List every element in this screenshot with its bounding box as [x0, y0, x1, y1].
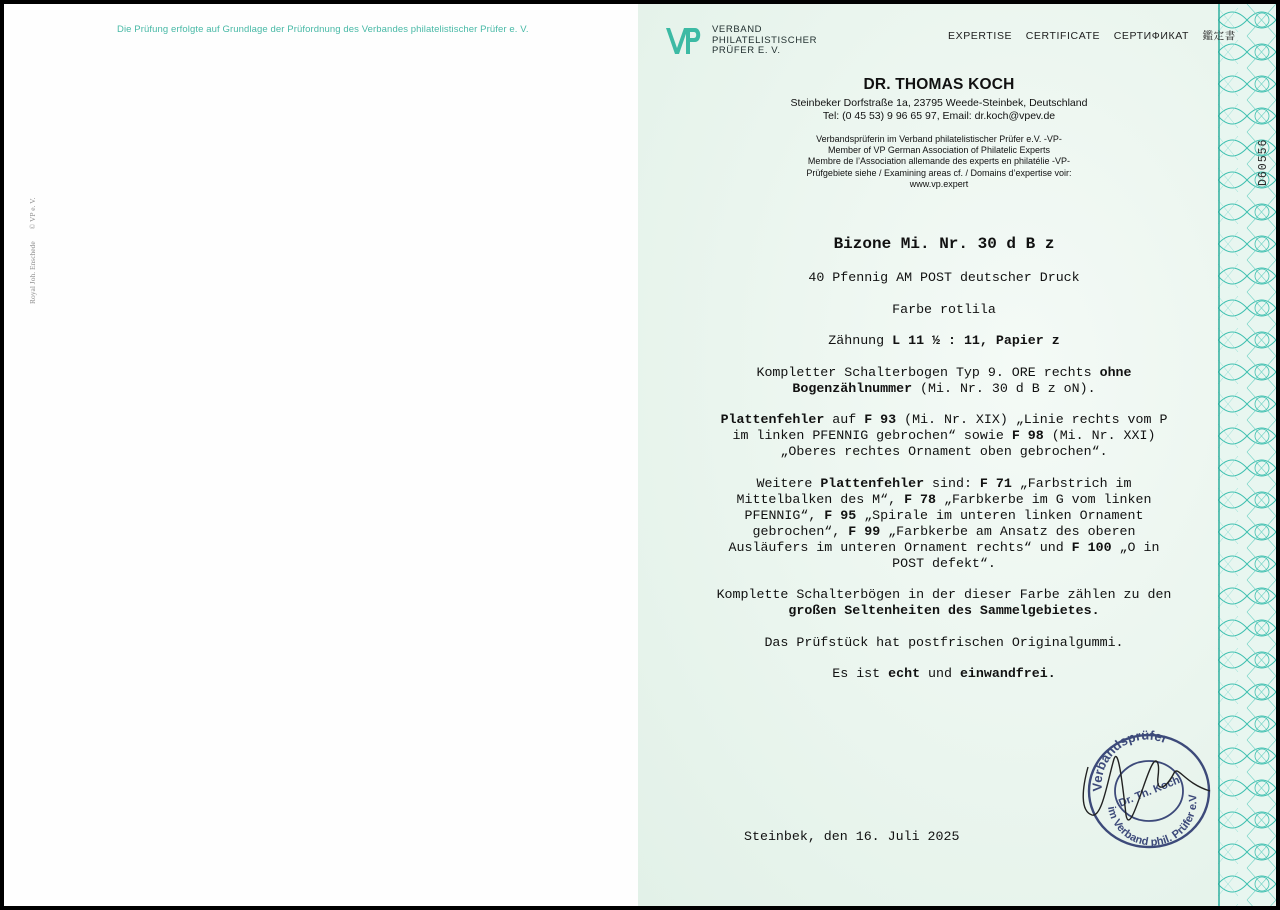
further-bold-6: F 100: [1071, 539, 1112, 555]
further-bold-3: F 78: [904, 491, 937, 507]
stamp-color: Farbe rotlila: [892, 301, 996, 317]
expert-header: [704, 76, 1174, 190]
rarity-paragraph: [714, 587, 1174, 619]
verdict-text-1: Es ist: [832, 666, 889, 681]
expert-contact: Tel: (0 45 53) 9 96 65 97, Email: dr.koch@vpev.de: [822, 110, 1056, 122]
membership-line-3: Membre de l’Association allemande des experts en philatélie -VP-: [807, 156, 1071, 167]
rarity-bold-1: großen Seltenheiten des Sammelgebietes.: [788, 603, 1100, 618]
expert-seal-stamp: [1074, 719, 1214, 854]
sheet-description: [714, 365, 1174, 397]
logo-line-3: PRÜFER E. V.: [712, 45, 781, 57]
printer-name: Royal Joh. Enschede: [28, 241, 37, 304]
further-text-3: „Farbstrich im Mittelbalken des M“,: [736, 475, 1132, 507]
sheet-bold-1: ohne Bogenzählnummer: [792, 364, 1132, 396]
word-expertise: EXPERTISE: [948, 30, 1013, 42]
further-text-6: „Farbkerbe am Ansatz des oberen Ausläufers im unteren Ornament rechts“ und: [728, 523, 1136, 555]
rarity-text-1: Komplette Schalterbögen in der dieser Farbe zählen zu den: [716, 587, 1172, 602]
membership-line-2: Member of VP German Association of Philatelic Experts: [828, 145, 1050, 156]
stamp-catalogue-title: Bizone Mi. Nr. 30 d B z: [833, 235, 1055, 253]
vp-logo: [664, 24, 817, 58]
certificate-serial-number: D60556: [1257, 138, 1270, 186]
printer-imprint: [28, 188, 37, 304]
place-and-date: Steinbek, den 16. Juli 2025: [744, 829, 960, 844]
left-page-blank: [4, 4, 638, 906]
stamp-description: 40 Pfennig AM POST deutscher Druck: [808, 270, 1080, 285]
plate-faults-text-3: (Mi. Nr. XXI) „Oberes rechtes Ornament oben gebrochen“.: [780, 428, 1156, 459]
expert-name: DR. THOMAS KOCH: [863, 76, 1015, 93]
expert-membership: [704, 134, 1174, 190]
membership-line-1: Verbandsprüferin im Verband philatelistischer Prüfer e.V. -VP-: [816, 134, 1062, 144]
further-bold-5: F 99: [848, 523, 881, 539]
word-certificate: CERTIFICATE: [1025, 30, 1101, 42]
expert-address-block: [704, 97, 1174, 123]
verdict-bold-1: echt: [888, 666, 921, 681]
certificate-document: [4, 4, 1276, 906]
sheet-text-1: Kompletter Schalterbogen Typ 9. ORE rechts: [756, 364, 1100, 380]
verdict-text-2: und: [920, 666, 960, 681]
verdict-statement: [714, 666, 1174, 682]
plate-faults-paragraph: [714, 412, 1174, 460]
plate-faults-bold-1: Plattenfehler: [720, 412, 825, 427]
examination-rules-note: Die Prüfung erfolgte auf Grundlage der Prüfordnung des Verbandes philatelistischer Prüfer e. V.: [117, 24, 529, 35]
further-bold-2: F 71: [979, 475, 1012, 491]
word-kanteisho: 鑑定書: [1202, 30, 1236, 42]
copyright-note: © VP e. V.: [28, 197, 37, 230]
perforation-line: [714, 333, 1174, 349]
certificate-body: [714, 236, 1174, 698]
word-sertifikat: СЕРТИФИКАТ: [1113, 30, 1190, 42]
stamp-outer-top-text: Verbandsprüfer: [1089, 727, 1170, 792]
further-bold-1: Plattenfehler: [820, 475, 925, 491]
plate-faults-bold-2: F 93: [864, 412, 897, 427]
further-text-7: „O in POST defekt“.: [892, 539, 1160, 571]
further-bold-4: F 95: [824, 507, 857, 523]
further-text-4: „Farbkerbe im G vom linken PFENNIG“,: [744, 491, 1152, 523]
stamp-outer-bottom-text: im Verband phil. Prüfer e.V: [1105, 794, 1200, 849]
logo-line-1: VERBAND: [712, 24, 763, 36]
further-text-2: sind:: [924, 475, 980, 491]
further-faults-paragraph: [714, 476, 1174, 572]
sheet-text-2: (Mi. Nr. 30 d B z oN).: [912, 380, 1096, 396]
expert-address: Steinbeker Dorfstraße 1a, 23795 Weede-Steinbek, Deutschland: [790, 97, 1088, 109]
plate-faults-bold-3: F 98: [1011, 428, 1044, 443]
vp-logo-icon: [664, 24, 704, 58]
membership-website: www.vp.expert: [909, 178, 969, 189]
plate-faults-text-2: (Mi. Nr. XIX) „Linie rechts vom P im linken PFENNIG gebrochen“ sowie: [732, 412, 1168, 443]
stamp-center-text: Dr. Th. Koch: [1117, 774, 1182, 810]
perforation-value: L 11 ½ : 11, Papier z: [892, 333, 1060, 348]
further-text-1: Weitere: [756, 475, 821, 491]
logo-line-2: PHILATELISTISCHER: [712, 34, 818, 46]
membership-line-4: Prüfgebiete siehe / Examining areas cf. / Domains d’expertise voir:: [806, 167, 1072, 178]
perforation-label: Zähnung: [828, 333, 893, 348]
plate-faults-text-1: auf: [824, 412, 865, 427]
certificate-heading-words: [948, 28, 1242, 43]
verdict-bold-2: einwandfrei.: [959, 666, 1056, 681]
vp-logo-wordmark: [712, 25, 817, 57]
further-text-5: „Spirale im unteren linken Ornament gebrochen“,: [752, 507, 1144, 539]
gum-statement: Das Prüfstück hat postfrischen Originalgummi.: [764, 634, 1124, 650]
